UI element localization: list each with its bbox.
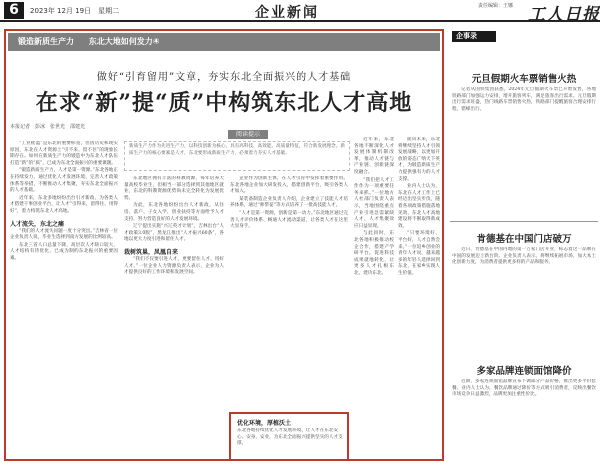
highlight-box-title: 优化环境，厚植沃土 — [237, 420, 292, 427]
article-column-2 — [124, 176, 224, 459]
paragraph: 近日，肯德基在中国内地的第一万家门店开业，标志着这一品牌在中国的发展迈上新台阶。企业负责人表示，将继续拓展市场，加大本土化创新力度，为消费者提供更多样的产品和服务。 — [452, 247, 596, 265]
reading-guide-text: 新质生产力作为先进生产力，以科技创新为核心，具有高科技、高效能、高质量特征，符合新发展理念。新质生产力的核心要素是人才，东北要形成新质生产力，必须着力夯实人才基础。 — [124, 141, 350, 171]
paragraph: 近期，多家连锁面馆品牌宣布下调部分产品价格，推出更多平价套餐。业内人士认为，餐饮品牌通过降价等方式吸引消费者，反映出餐饮市场竞争日益激烈，品牌更加注重性价比。 — [452, 379, 596, 397]
paragraph: “我们把人才工作作为一项重要任务来抓。”一位地方人社部门负责人表示，当地围绕重点产业引进急需紧缺人才，人才集聚效应日益显现。 — [354, 177, 394, 229]
newspaper-logo: 工人日报 — [528, 5, 600, 25]
sidebar-story-title[interactable]: 肯德基在中国门店破万 — [476, 234, 572, 245]
column-subheading: 栽树筑巢，凤凰自来 — [124, 248, 179, 256]
article-column-5 — [398, 137, 440, 459]
paragraph: 为此，东北各地纷纷出台人才新政，从住房、落户、子女入学、创业扶持等方面给予人才支持，努力营造良好的人才发展环境。 — [124, 203, 224, 222]
sidebar-story-title[interactable]: 元旦假期火车票销售火热 — [471, 74, 577, 85]
issue-date: 2023年 12月 19日 星期二 — [30, 7, 120, 15]
paragraph: 与此同时，东北各地积极推动校企合作，搭建产学研平台，促进科技成果就地转化，让更多人才扎根东北、建功东北。 — [354, 231, 394, 276]
sidebar-story-text — [452, 87, 596, 217]
main-article[interactable] — [4, 29, 444, 461]
paragraph: “人才是第一资源，创新是第一动力。”东北地区通过完善人才评价体系、畅通人才流动渠道，让各类人才在这里大显身手。 — [230, 210, 348, 230]
paragraph: 东北地区拥有丰富的科教资源，每年培养大量高校毕业生，但相当一部分选择到其他地区就业，东北的科教资源优势尚未完全转化为发展优势。 — [124, 176, 224, 201]
paragraph: “工业摇篮”是东北的重要标签，但因历史和现实原因，东北在人才资源上“引不来、留不住”的现象长期存在。如何在新质生产力的锻造中为东北人才队伍打造“新”的“质”，已成为东北全面振兴的重要课题。 — [10, 141, 118, 166]
paragraph: 某装备制造企业负责人介绍，企业建立了技能人才培养体系，通过“师带徒”等方式培养了一批高技能人才。 — [230, 196, 348, 209]
page-number: 6 — [4, 2, 24, 19]
series-banner — [8, 33, 440, 51]
banner-secondary: 东北大地如何发力④ — [88, 37, 160, 46]
sidebar-story-title[interactable]: 多家品牌连锁面馆降价 — [476, 366, 572, 377]
paragraph: “我们的人才流失问题一度十分突出。”吉林省一位企业负责人说，毕业生选择到南方发展的比例较高。 — [10, 228, 118, 241]
editor-credit: 责任编辑：王娜 — [478, 3, 514, 9]
sidebar — [450, 27, 598, 463]
column-subheading: 人才流失，东北之痛 — [10, 220, 65, 228]
paragraph: 业内人士认为，东北在人才工作上已经迈出坚实步伐，随着各项政策措施落地见效，东北人才高地建设将不断取得新成效。 — [398, 184, 440, 229]
article-subtitle: 做好“引育留用”文章，夯实东北全面振兴的人才基础 — [96, 72, 352, 83]
article-column-3 — [230, 176, 348, 408]
paragraph: 记者从国铁集团获悉，2024年元旦假期火车票已开始发售，各地铁路部门加强运力安排，增开旅客列车，满足旅客出行需求。元旦假期出行需求旺盛，热门线路车票销售火热，铁路部门提醒旅客合理安排行程，错峰出行。 — [452, 87, 596, 112]
paragraph: 企业作为创新主体，在人才引育中发挥着重要作用。东北各地企业加大研发投入，搭建创新平台，吸引各类人才加入。 — [230, 176, 348, 195]
page-header — [0, 0, 600, 25]
divider — [450, 221, 598, 222]
paragraph: “锻造新质生产力，人才是第一资源。”东北各地正在持续发力，通过优化人才发展环境、完善人才政策体系等举措，不断推动人才集聚，夯实东北全面振兴的人才基础。 — [10, 168, 118, 194]
paragraph: 近年来，东北多地纷纷出台引才新政，为各类人才搭建干事创业平台，让人才“引得来、留得住、用得好”，着力构筑东北人才高地。 — [10, 195, 118, 214]
reading-guide-label: 阅读提示 — [228, 130, 268, 139]
paragraph: 近年来，东北各地不断深化人才发展体制机制改革，推动人才链与产业链、创新链深度融合。 — [354, 137, 394, 175]
paragraph: 东北三省人口总量下降，高层次人才缺口较大，人才结构有待优化，已成为制约东北振兴的重要因素。 — [10, 242, 118, 261]
sidebar-story-text — [452, 379, 596, 461]
highlight-box-text: 东北各地持续优化人才发展环境，让人才在东北安心、安身、安业，为东北全面振兴提供坚实的人才支撑。 — [237, 428, 343, 446]
banner-primary: 锻造新质生产力 — [18, 37, 74, 46]
paragraph: “只要环境好、平台好，人才自然会来。”一位返乡创业的青年人才说，越来越多的年轻人选择回到东北，在家乡实现人生价值。 — [398, 231, 440, 276]
paragraph: 面向未来，东北将继续坚持人才引领发展战略，以更加开放的姿态广纳天下英才，为锻造新质生产力提供强有力的人才支撑。 — [398, 137, 440, 182]
article-column-1 — [10, 141, 118, 459]
highlight-box — [229, 412, 349, 459]
article-column-4 — [354, 137, 394, 459]
article-byline: 本报记者 彭冰 张世光 邵建光 — [10, 124, 86, 130]
paragraph: “我们不仅要引进人才，更要留住人才、用好人才。”一位企业人力资源负责人表示，企业为人才提供良好的工作环境和发展空间。 — [124, 256, 224, 276]
article-headline: 在求“新”提“质”中构筑东北人才高地 — [35, 90, 413, 116]
sidebar-tag: 企事录 — [452, 31, 496, 42]
paragraph: 辽宁提出实施“兴辽英才计划”，吉林出台“人才政策3.0版”，黑龙江推出“人才振兴60条”，各地以更大力度引进和留住人才。 — [124, 224, 224, 243]
section-title: 企业新闻 — [255, 5, 319, 21]
